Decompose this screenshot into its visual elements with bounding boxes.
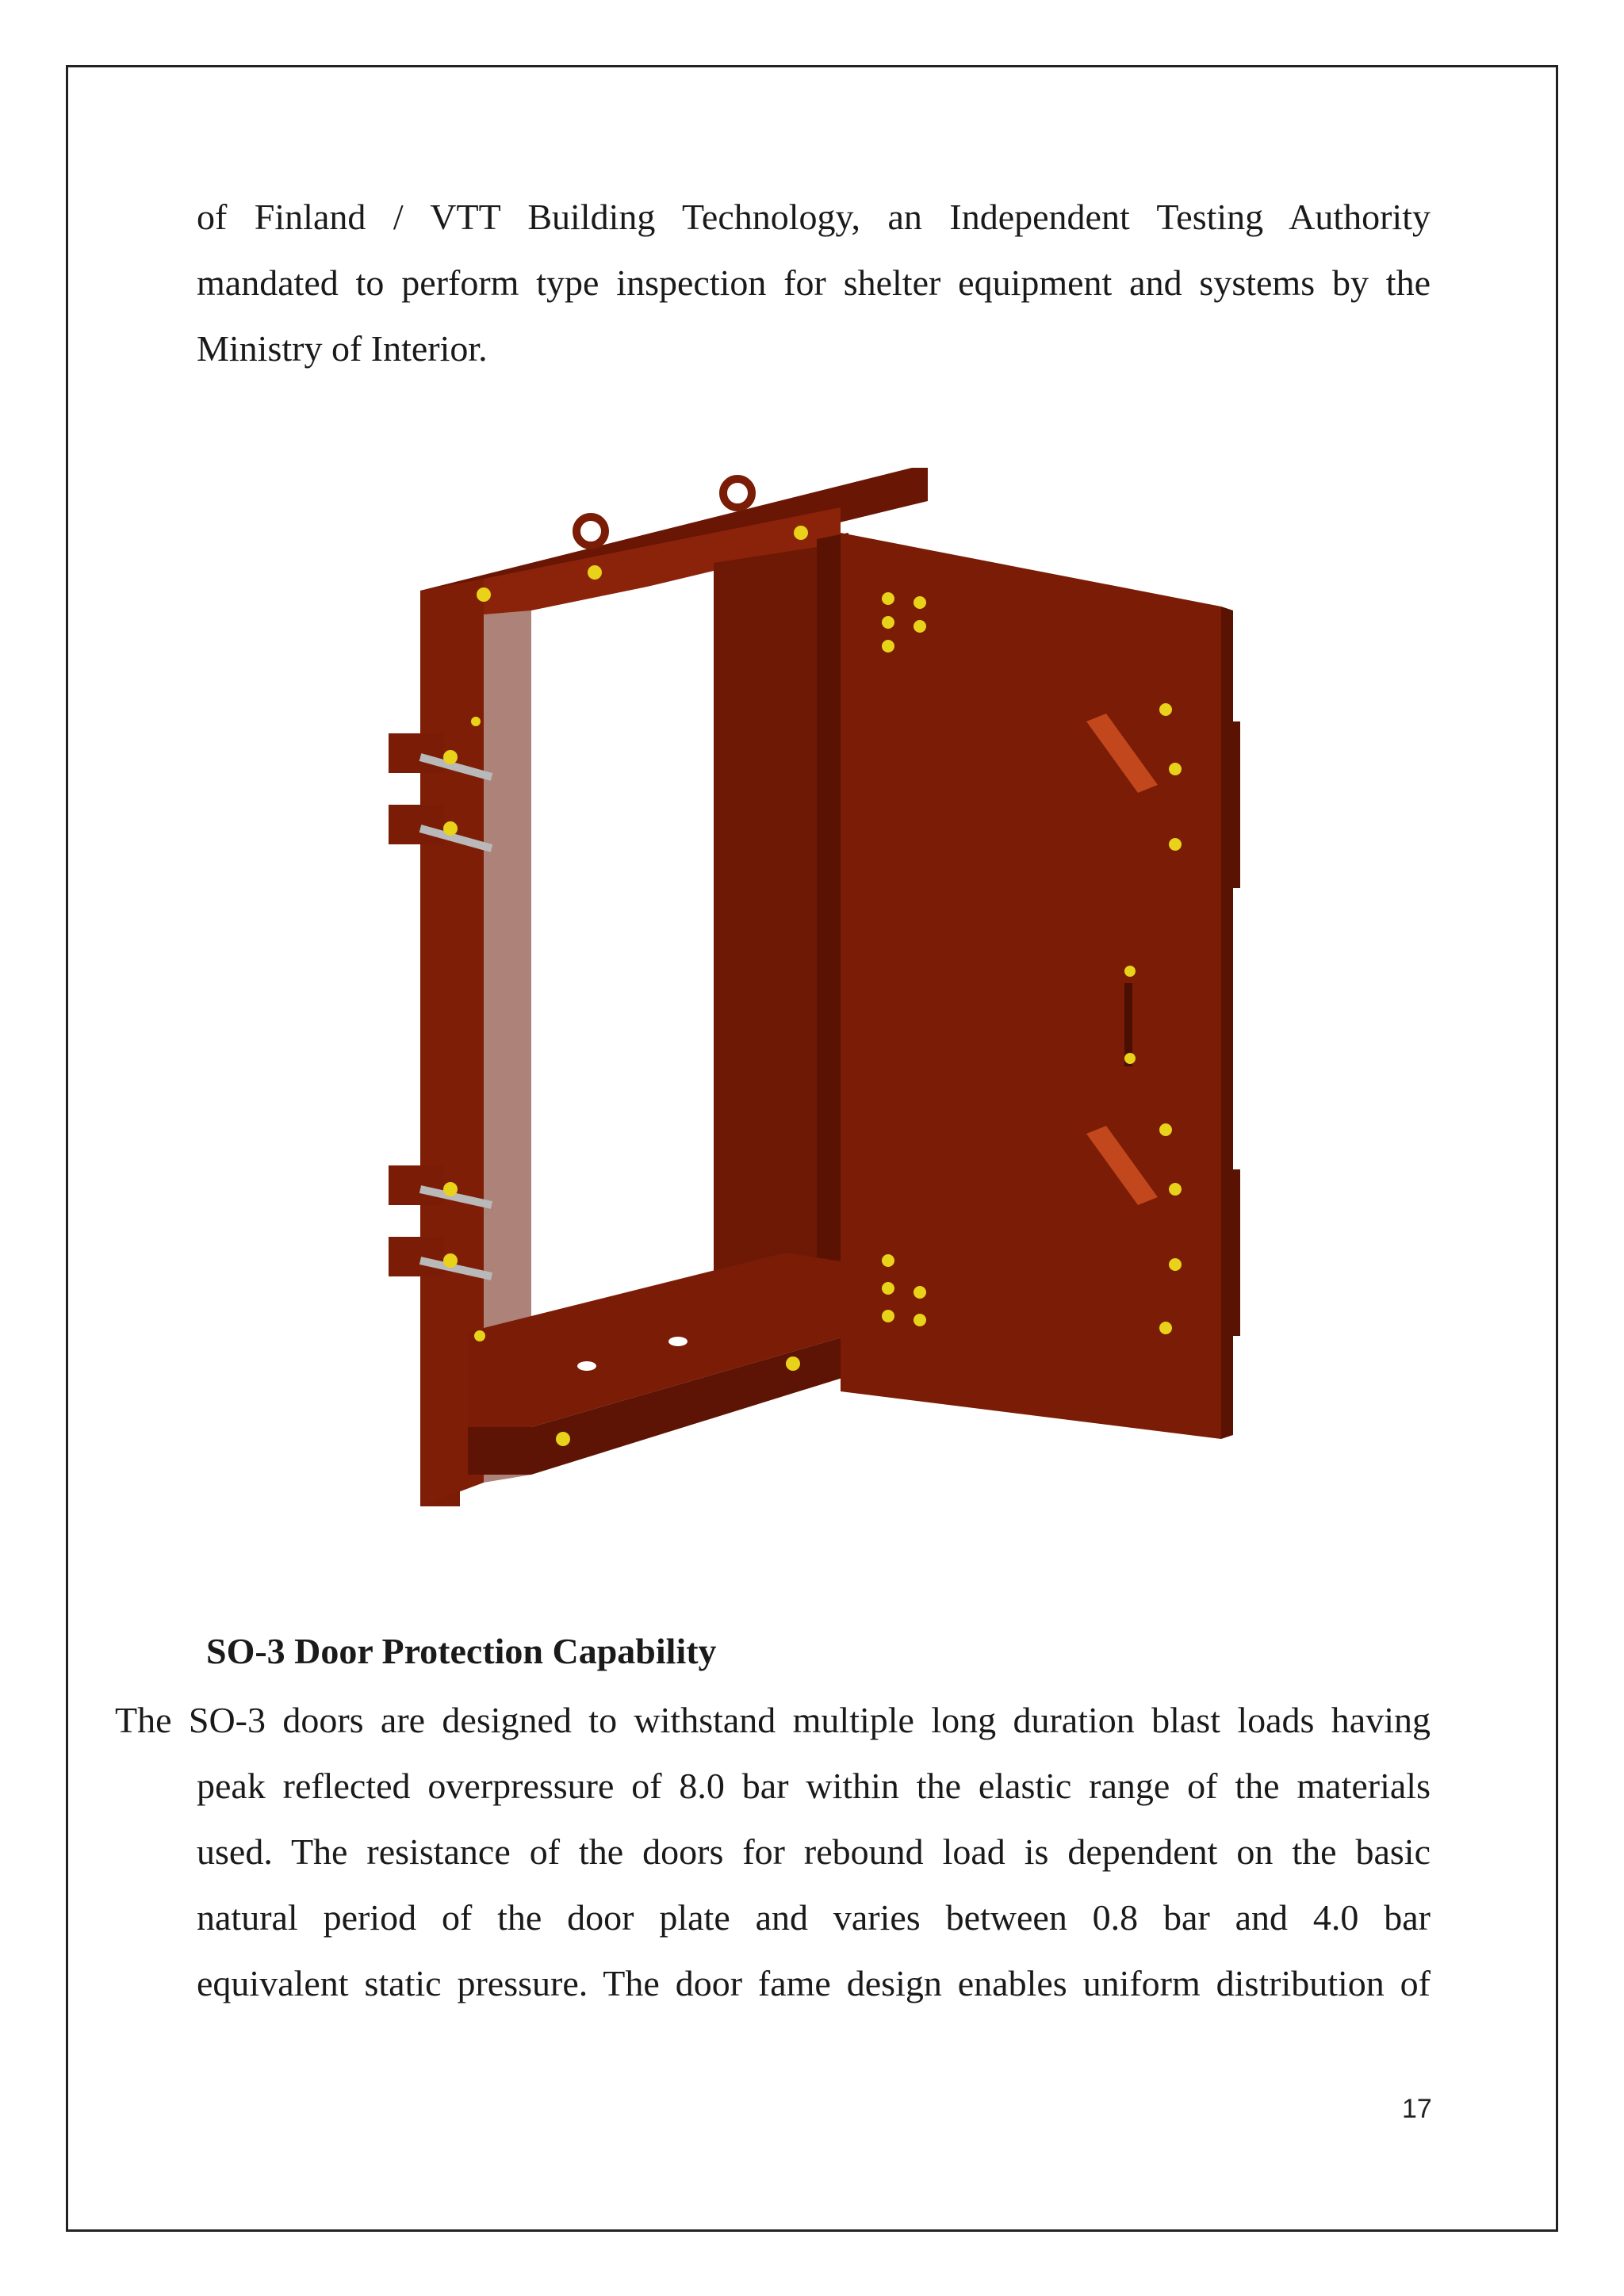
intro-line: Ministry of Interior. <box>197 328 488 369</box>
blast-door-figure <box>373 452 1269 1538</box>
body-line: equivalent static pressure. The door fame design enables uniform distribution of <box>197 1963 1431 2003</box>
body-line: natural period of the door plate and varies between 0.8 bar and 4.0 bar <box>197 1897 1431 1938</box>
section-heading: SO-3 Door Protection Capability <box>206 1631 717 1671</box>
intro-line: mandated to perform type inspection for shelter equipment and systems by the <box>197 262 1431 303</box>
body-first-line: The SO-3 doors are designed to withstand multiple long duration blast loads having <box>115 1700 1431 1740</box>
intro-paragraph <box>197 184 1431 381</box>
door-leaf <box>841 533 1240 1439</box>
intro-line: of Finland / VTT Building Technology, an Independent Testing Authority <box>197 197 1431 237</box>
body-line: peak reflected overpressure of 8.0 bar within the elastic range of the materials <box>197 1766 1431 1806</box>
body-line: used. The resistance of the doors for rebound load is dependent on the basic <box>197 1831 1431 1872</box>
page-number: 17 <box>1402 2094 1432 2124</box>
body-paragraph <box>197 1753 1431 2016</box>
